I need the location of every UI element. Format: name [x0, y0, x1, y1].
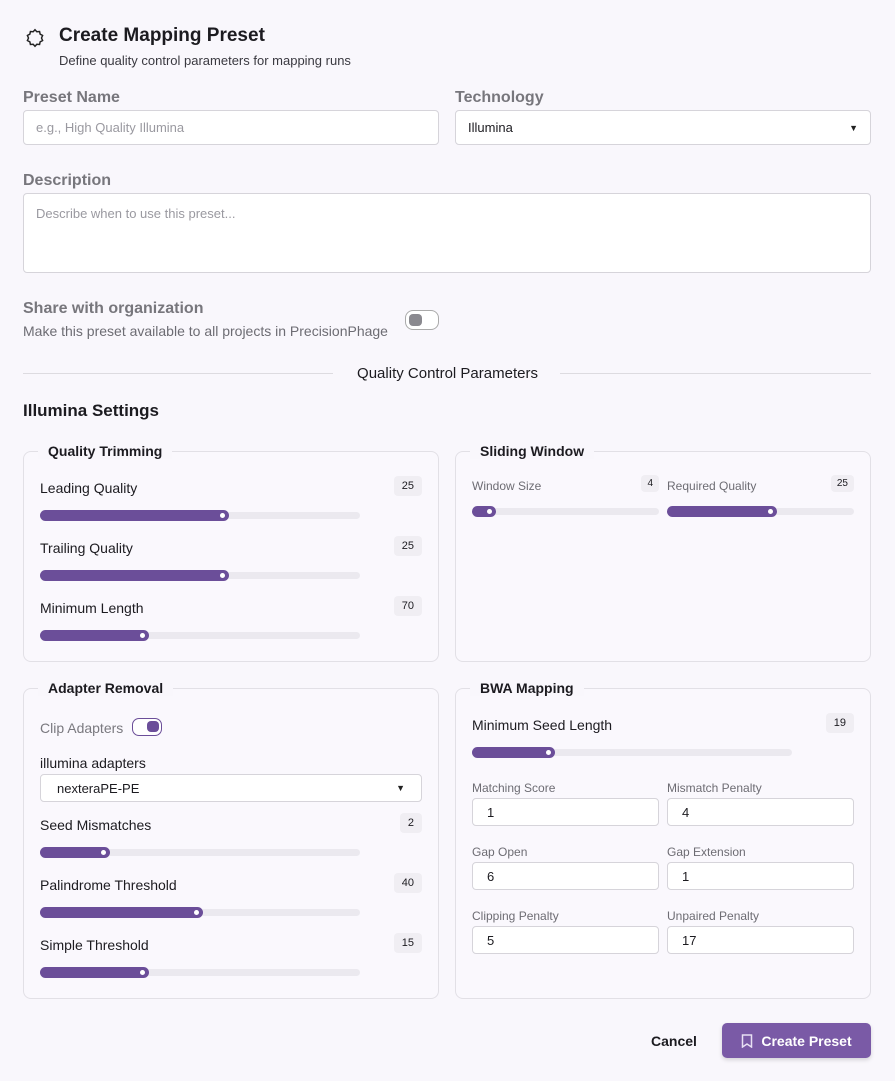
slider-minimum-length [40, 600, 422, 616]
slider-value: 25 [394, 536, 422, 556]
slider-fill[interactable] [40, 570, 229, 581]
slider-track[interactable] [472, 749, 792, 756]
slider-track[interactable] [40, 969, 360, 976]
clipping-penalty-input[interactable]: 5 [472, 926, 659, 954]
share-description: Make this preset available to all projects in PrecisionPhage [23, 323, 388, 339]
slider-label: Simple Threshold [40, 937, 149, 953]
card-title: Adapter Removal [38, 680, 173, 696]
slider-fill[interactable] [667, 506, 777, 517]
cancel-button[interactable]: Cancel [651, 1033, 697, 1049]
dialog-title: Create Mapping Preset [59, 25, 265, 46]
create-preset-button[interactable] [722, 1023, 871, 1058]
slider-label: Palindrome Threshold [40, 877, 177, 893]
slider-minimum-seed-length [472, 717, 854, 733]
slider-label: Minimum Seed Length [472, 717, 613, 733]
caret-down-icon: ▼ [849, 122, 858, 133]
slider-fill[interactable] [40, 967, 149, 978]
description-textarea[interactable] [23, 193, 871, 273]
slider-seed-mismatches [40, 817, 422, 833]
card-title: BWA Mapping [470, 680, 584, 696]
clipping-penalty-label: Clipping Penalty [472, 909, 559, 923]
slider-value: 2 [400, 813, 422, 833]
slider-track[interactable] [40, 512, 360, 519]
card-title: Sliding Window [470, 443, 594, 459]
slider-value: 40 [394, 873, 422, 893]
bookmark-icon [741, 1034, 753, 1048]
slider-label: Minimum Length [40, 600, 144, 616]
slider-value: 15 [394, 933, 422, 953]
slider-label: Window Size [472, 479, 542, 493]
slider-leading-quality [40, 480, 422, 496]
settings-title: Illumina Settings [23, 401, 160, 420]
caret-down-icon: ▼ [396, 783, 405, 793]
slider-fill[interactable] [472, 506, 496, 517]
clip-adapters-toggle[interactable] [132, 718, 162, 736]
preset-name-placeholder: e.g., High Quality Illumina [36, 120, 185, 135]
slider-value: 70 [394, 596, 422, 616]
sliding-window-card [455, 443, 871, 662]
gap-open-input[interactable]: 6 [472, 862, 659, 890]
matching-score-label: Matching Score [472, 781, 556, 795]
unpaired-penalty-label: Unpaired Penalty [667, 909, 760, 923]
card-title: Quality Trimming [38, 443, 172, 459]
slider-track[interactable] [40, 909, 360, 916]
slider-track[interactable] [667, 508, 854, 515]
quality-trimming-card [23, 443, 439, 662]
mismatch-penalty-label: Mismatch Penalty [667, 781, 762, 795]
slider-fill[interactable] [40, 510, 229, 521]
technology-select[interactable] [455, 110, 871, 145]
gap-extension-label: Gap Extension [667, 845, 746, 859]
slider-value: 19 [826, 713, 854, 733]
slider-value: 25 [831, 475, 854, 492]
bwa-mapping-card [455, 680, 871, 999]
gap-extension-input[interactable]: 1 [667, 862, 854, 890]
slider-fill[interactable] [40, 907, 203, 918]
technology-label: Technology [455, 89, 544, 106]
preset-name-input[interactable] [23, 110, 439, 145]
slider-label: Required Quality [667, 479, 757, 493]
clip-adapters-label: Clip Adapters [40, 720, 124, 736]
slider-required-quality [667, 479, 854, 493]
preset-name-label: Preset Name [23, 89, 120, 106]
gap-open-label: Gap Open [472, 845, 528, 859]
slider-track[interactable] [40, 849, 360, 856]
slider-label: Seed Mismatches [40, 817, 152, 833]
slider-trailing-quality [40, 540, 422, 556]
slider-fill[interactable] [472, 747, 555, 758]
share-toggle[interactable] [405, 310, 439, 330]
description-placeholder: Describe when to use this preset... [36, 206, 236, 221]
slider-fill[interactable] [40, 630, 149, 641]
section-title: Quality Control Parameters [0, 365, 895, 382]
dialog-subtitle: Define quality control parameters for mapping runs [59, 53, 351, 68]
slider-window-size [472, 479, 659, 493]
adapters-select[interactable] [40, 774, 422, 802]
unpaired-penalty-input[interactable]: 17 [667, 926, 854, 954]
slider-label: Trailing Quality [40, 540, 133, 556]
slider-track[interactable] [472, 508, 659, 515]
share-label: Share with organization [23, 300, 204, 317]
adapters-value: nexteraPE-PE [57, 780, 140, 796]
slider-label: Leading Quality [40, 480, 138, 496]
slider-track[interactable] [40, 632, 360, 639]
slider-value: 25 [394, 476, 422, 496]
mismatch-penalty-input[interactable]: 4 [667, 798, 854, 826]
matching-score-input[interactable]: 1 [472, 798, 659, 826]
adapter-removal-card [23, 680, 439, 999]
description-label: Description [23, 172, 112, 189]
slider-fill[interactable] [40, 847, 110, 858]
slider-simple-threshold [40, 937, 422, 953]
create-preset-label: Create Preset [761, 1032, 852, 1049]
slider-palindrome-threshold [40, 877, 422, 893]
slider-value: 4 [641, 475, 659, 492]
slider-track[interactable] [40, 572, 360, 579]
gear-icon [24, 27, 46, 49]
adapters-label: illumina adapters [40, 755, 146, 771]
technology-value: Illumina [468, 120, 513, 135]
